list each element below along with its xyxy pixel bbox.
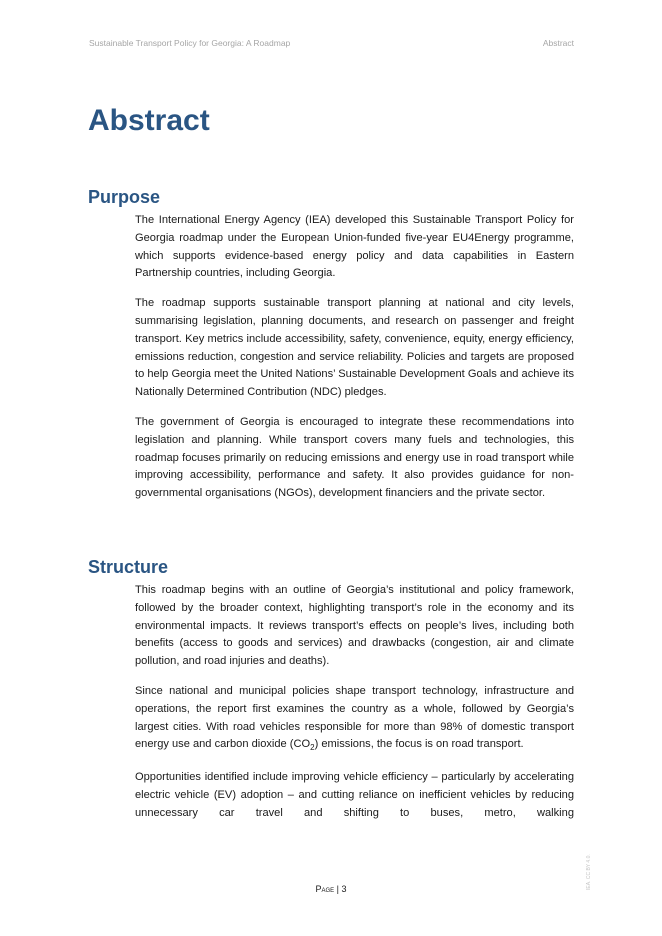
subscript-text: 2 xyxy=(310,743,315,753)
header-document-title: Sustainable Transport Policy for Georgia: A Roadmap xyxy=(89,38,291,48)
page-number: 3 xyxy=(341,884,347,894)
paragraph-text: Since national and municipal policies shape transport technology, infrastructure and operations, the report first examines the country as a whole, followed by Georgia’s largest cities. With road vehicles responsible for more than 98% of domestic transport energy use and carbon dioxide (CO xyxy=(135,684,574,751)
paragraph: The International Energy Agency (IEA) developed this Sustainable Transport Policy for Georgia roadmap under the European Union-funded five-year EU4Energy programme, which supports evidence-based energy policy and data capabilities in Eastern Partnership countries, including Georgia. xyxy=(135,214,574,280)
page-separator: | xyxy=(336,884,339,894)
paragraph xyxy=(135,683,574,757)
running-header xyxy=(89,38,574,52)
paragraph: Opportunities identified include improving vehicle efficiency – particularly by accelerating electric vehicle (EV) adoption – and cutting reliance on inefficient vehicles by reducing unnecessary car travel and shifting to buses, metro, walking xyxy=(135,771,574,819)
paragraph: The government of Georgia is encouraged to integrate these recommendations into legislation and planning. While transport covers many fuels and technologies, this roadmap focuses primarily on reducing emissions and energy use in road transport while improving accessibility, performance and safety. It also provides guidance for non-governmental organisations (NGOs), development financiers and the private sector. xyxy=(135,415,574,500)
section-heading-purpose: Purpose xyxy=(88,187,161,207)
page-label: Page xyxy=(315,884,335,894)
section-body-purpose xyxy=(135,212,574,515)
header-section-name: Abstract xyxy=(542,38,574,48)
section-heading-structure: Structure xyxy=(88,557,169,577)
page-footer xyxy=(0,884,662,894)
paragraph: This roadmap begins with an outline of Georgia’s institutional and policy framework, followed by the broader context, highlighting transport’s role in the economy and its environmental impacts. It reviews transport’s effects on people’s lives, including both benefits (access to goods and services) and drawbacks (congestion, air and climate pollution, and road injuries and deaths). xyxy=(135,584,574,668)
page-title: Abstract xyxy=(88,104,210,137)
section-body-structure xyxy=(135,582,574,835)
license-note: IEA. CC BY 4.0. xyxy=(586,854,592,890)
paragraph-text: ) emissions, the focus is on road transport. xyxy=(314,738,524,751)
paragraph: The roadmap supports sustainable transport planning at national and city levels, summarising legislation, planning documents, and research on passenger and freight transport. Key metrics include accessibility, safety, convenience, equity, energy efficiency, emissions reduction, congestion and service reliability. Policies and targets are proposed to help Georgia meet the United Nations’ Sustainable Development Goals and achieve its Nationally Determined Contribution (NDC) pledges. xyxy=(135,297,574,399)
